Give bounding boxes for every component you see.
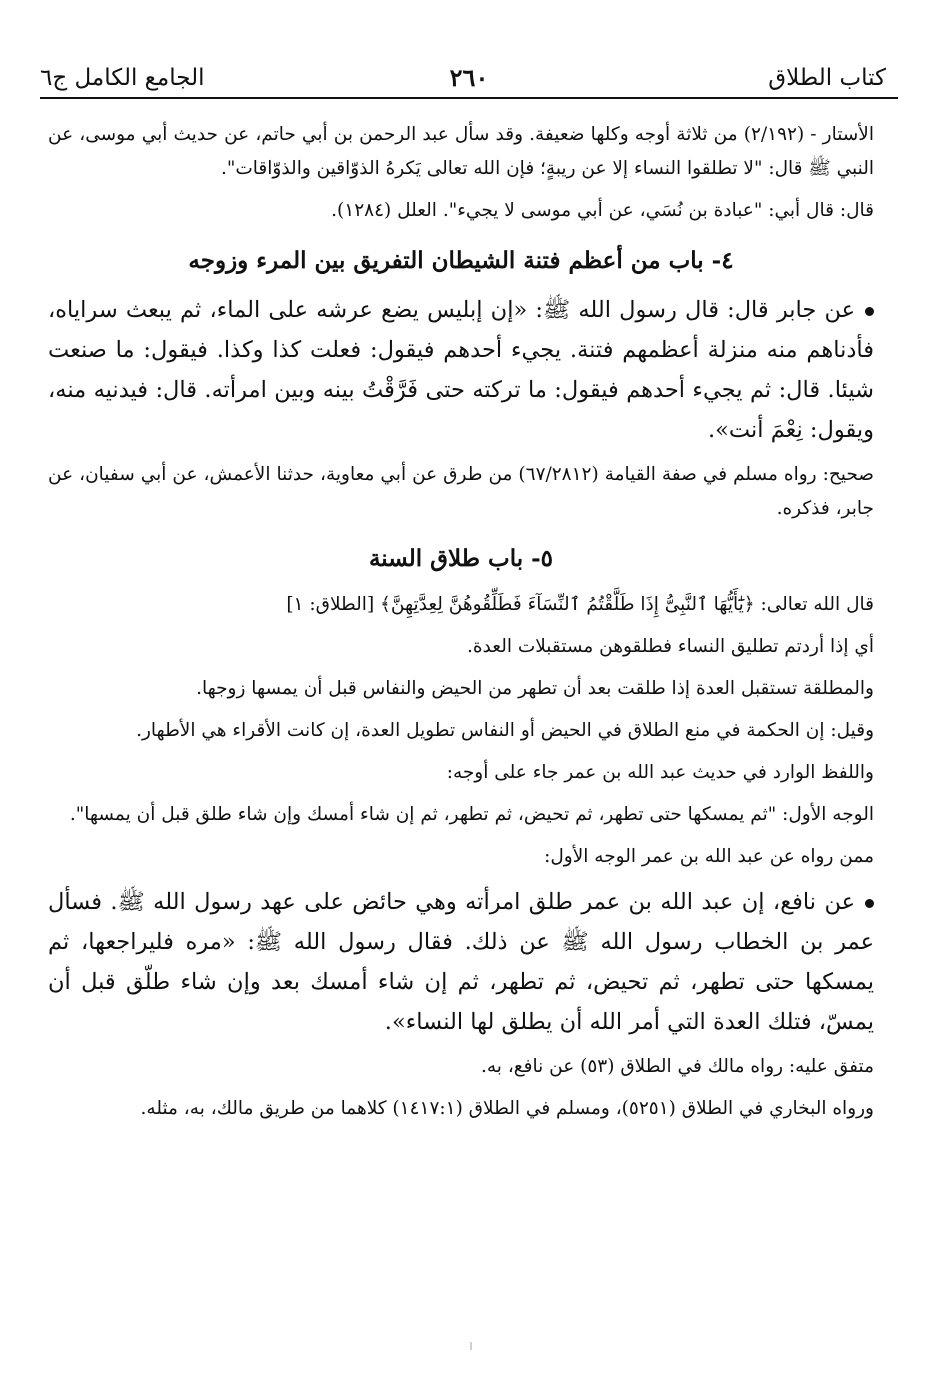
quran-verse-paragraph: قال الله تعالى: ﴿يَٰٓأَيُّهَا ٱلنَّبِىُّ إِذَا طَلَّقْتُمُ ٱلنِّسَآءَ فَطَلِّقُوهُنَّ لِعِدَّتِهِنَّ﴾ [الطلاق: ١] — [286, 594, 874, 615]
page-number: ٢٦٠ — [449, 63, 489, 92]
chapter-heading-5: ٥- باب طلاق السنة — [368, 545, 554, 572]
running-head-book-title: كتاب الطلاق — [768, 65, 886, 91]
running-head-series-title: الجامع الكامل ج٦ — [40, 65, 205, 91]
bullet-icon — [865, 899, 874, 908]
hadith-text: عن نافع، إن عبد الله بن عمر طلق امرأته وهي حائض على عهد رسول الله ﷺ. فسأل عمر بن الخطاب رسول الله ﷺ عن ذلك. فقال رسول الله ﷺ: «مره فليراجعها، ثم يمسكها حتى تطهر، ثم تحيض، ثم تطهر، ثم إن شاء أمسك بعد وإن شاء طلّق قبل أن يمسّ، فتلك العدة التي أمر الله أن يطلق لها النساء». — [48, 889, 874, 1035]
commentary-paragraph: وقيل: إن الحكمة في منع الطلاق في الحيض أو النفاس تطويل العدة، إن كانت الأقراء هي الأطهار. — [136, 720, 874, 741]
commentary-paragraph: أي إذا أردتم تطليق النساء فطلقوهن مستقبلات العدة. — [466, 636, 874, 657]
grading-paragraph: متفق عليه: رواه مالك في الطلاق (٥٣) عن نافع، به. — [480, 1056, 874, 1077]
grading-paragraph: ورواه البخاري في الطلاق (٥٢٥١)، ومسلم في الطلاق (١٤١٧:١) كلاهما من طريق مالك، به، مثله. — [140, 1098, 874, 1119]
page-mark — [470, 1342, 472, 1350]
footnote-paragraph: الأستار - (٢/١٩٢) من ثلاثة أوجه وكلها ضعيفة. وقد سأل عبد الرحمن بن أبي حاتم، عن حديث أبي موسى، عن النبي ﷺ قال: "لا تطلقوا النساء إلا عن ريبةٍ؛ فإن الله تعالى يَكرهُ الذوّاقين والذوّاقات". — [48, 124, 874, 179]
commentary-paragraph: والمطلقة تستقبل العدة إذا طلقت بعد أن تطهر من الحيض والنفاس قبل أن يمسها زوجها. — [196, 678, 874, 699]
bullet-icon — [865, 307, 874, 316]
hadith-text: عن جابر قال: قال رسول الله ﷺ: «إن إبليس يضع عرشه على الماء، ثم يبعث سراياه، فأدناهم منه منزلة أعظمهم فتنة. يجيء أحدهم فيقول: فعلت كذا وكذا. فيقول: ما صنعت شيئا. قال: ثم يجيء أحدهم فيقول: ما تركته حتى فَرَّقْتُ بينه وبين امرأته. قال: فيدنيه منه، ويقول: نِعْمَ أنت». — [48, 297, 874, 443]
hadith-paragraph — [48, 882, 874, 1042]
commentary-paragraph: واللفظ الوارد في حديث عبد الله بن عمر جاء على أوجه: — [446, 762, 874, 783]
footnote-paragraph: قال: قال أبي: "عبادة بن نُسَي، عن أبي موسى لا يجيء". العلل (١٢٨٤). — [331, 200, 874, 221]
commentary-paragraph: الوجه الأول: "ثم يمسكها حتى تطهر، ثم تحيض، ثم تطهر، ثم إن شاء أمسك وإن شاء طلق قبل أن يمسها". — [69, 804, 874, 825]
hadith-paragraph — [48, 290, 874, 450]
header-rule — [40, 97, 898, 99]
page-body — [48, 118, 874, 1126]
chapter-heading-4: ٤- باب من أعظم فتنة الشيطان التفريق بين المرء وزوجه — [188, 247, 734, 274]
grading-paragraph: صحيح: رواه مسلم في صفة القيامة (٦٧/٢٨١٢) من طرق عن أبي معاوية، حدثنا الأعمش، عن أبي سفيان، عن جابر، فذكره. — [48, 464, 874, 519]
commentary-paragraph: ممن رواه عن عبد الله بن عمر الوجه الأول: — [544, 846, 874, 867]
